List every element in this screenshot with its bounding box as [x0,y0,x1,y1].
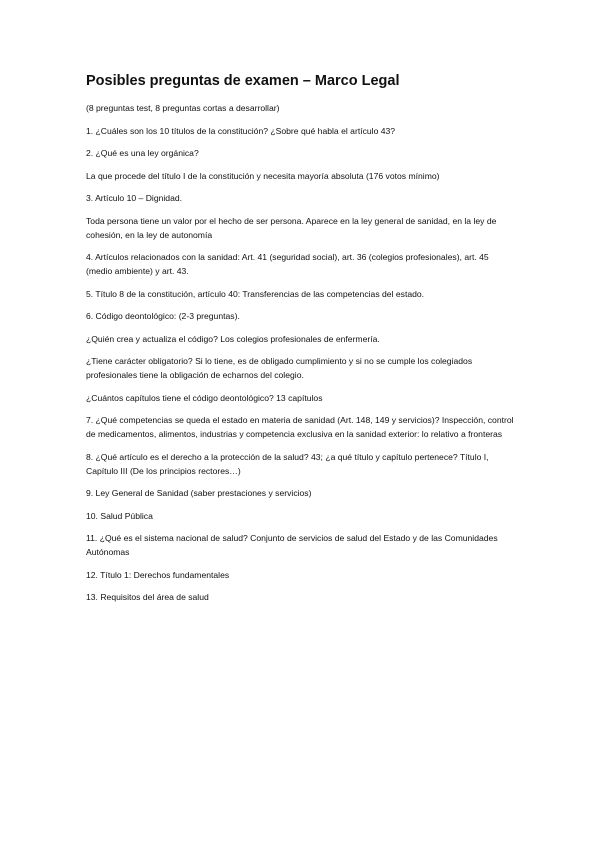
question-4: 4. Artículos relacionados con la sanidad: Art. 41 (seguridad social), art. 36 (colegios profesionales), art. 45 (medio ambiente) y art. 43. [86,252,489,276]
question-6a: ¿Quién crea y actualiza el código? Los colegios profesionales de enfermería. [86,333,380,344]
question-12: 12. Título 1: Derechos fundamentales [86,569,230,580]
question-13: 13. Requisitos del área de salud [86,592,209,602]
question-8: 8. ¿Qué artículo es el derecho a la protección de la salud? 43; ¿a qué título y capítulo pertenece? Título I, Capítulo III (De los principios rectores…) [86,451,489,476]
question-3: 3. Artículo 10 – Dignidad. [86,193,183,203]
question-6b: ¿Tiene carácter obligatorio? Si lo tiene, es de obligado cumplimiento y si no se cumple los colegiados profesionales tiene la obligación de echarnos del colegio. [86,356,473,380]
answer-3: Toda persona tiene un valor por el hecho de ser persona. Aparece en la ley general de sanidad, en la ley de cohesión, en la ley de autonomía [86,215,497,240]
question-1: 1. ¿Cuáles son los 10 títulos de la constitución? ¿Sobre qué habla el artículo 43? [86,125,396,136]
document-content [86,72,516,613]
question-9: 9. Ley General de Sanidad (saber prestaciones y servicios) [86,488,312,498]
question-11: 11. ¿Qué es el sistema nacional de salud? Conjunto de servicios de salud del Estado y de las Comunidades Autónomas [86,533,498,557]
question-7: 7. ¿Qué competencias se queda el estado en materia de sanidad (Art. 148, 149 y servicios)? Inspección, control de medicamentos, alimentos, industrias y competencia exclusiva en la sanidad exterior: lo relativo a fronteras [86,415,514,439]
exam-format-note: (8 preguntas test, 8 preguntas cortas a desarrollar) [86,103,280,113]
question-2: 2. ¿Qué es una ley orgánica? [86,148,199,158]
answer-2: La que procede del título I de la constitución y necesita mayoría absoluta (176 votos mínimo) [86,170,440,181]
question-6c: ¿Cuántos capítulos tiene el código deontológico? 13 capítulos [86,392,323,403]
document-title: Posibles preguntas de examen – Marco Legal [86,73,400,89]
question-6: 6. Código deontológico: (2-3 preguntas). [86,311,240,321]
question-5: 5. Título 8 de la constitución, artículo 40: Transferencias de las competencias del estado. [86,288,425,299]
question-10: 10. Salud Pública [86,510,153,521]
